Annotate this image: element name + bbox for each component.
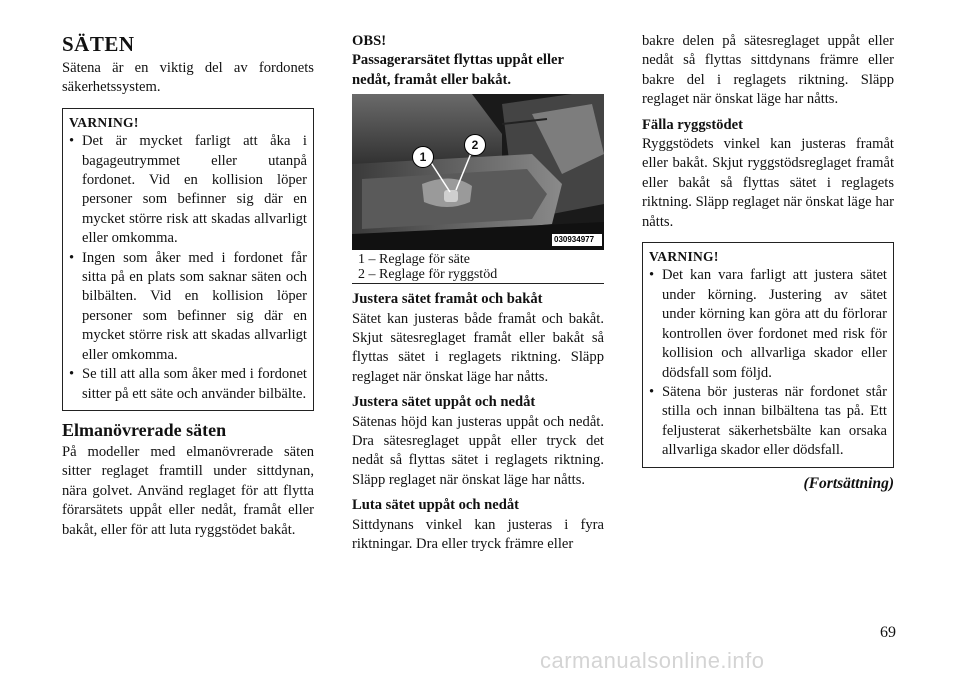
section-title-power-seats: Elmanövrerade säten bbox=[62, 419, 227, 440]
warning-box-driving bbox=[642, 242, 894, 467]
power-seats-paragraph: På modeller med elmanövrerade säten sitter reglaget framtill under sittdynan, nära golvet. Använd reglaget för att flytta förarsätets uppåt eller nedåt, framåt eller bakåt, eller för att luta ryggstödet bakåt. bbox=[62, 443, 314, 538]
caption-line: 2 – Reglage för ryggstöd bbox=[358, 267, 498, 283]
paragraph-recline: Ryggstödets vinkel kan justeras framåt eller bakåt. Skjut ryggstödsreglaget framåt eller bakåt så flyttas sätet i reglagets riktning. Släpp reglaget när önskat läge har nåtts. bbox=[642, 136, 894, 230]
subheading-forward-back: Justera sätet framåt och bakåt bbox=[352, 291, 543, 308]
warning-item: • Det är mycket farligt att åka i bagageutrymmet eller utanpå fordonet. Vid en kollision löper personer som befinner sig där en mycket större risk att skadas allvarligt eller omkomma. bbox=[69, 132, 307, 248]
warning-list bbox=[69, 132, 307, 404]
paragraph-forward-back: Sätet kan justeras både framåt och bakåt. Skjut sätesreglaget framåt eller bakåt så flyttas sätet i reglagets riktning. Släpp reglaget när önskat läge har nåtts. bbox=[352, 310, 604, 385]
warning-title: VARNING! bbox=[69, 114, 139, 130]
watermark: carmanualsonline.info bbox=[540, 648, 765, 673]
figure-caption bbox=[352, 250, 604, 284]
seat-controls-photo bbox=[352, 94, 604, 250]
marker-1: 1 bbox=[412, 146, 434, 168]
intro-paragraph: Sätena är en viktig del av fordonets säkerhetssystem. bbox=[62, 60, 314, 96]
caption-line: 1 – Reglage för säte bbox=[358, 252, 470, 268]
warning-item: • Se till att alla som åker med i fordonet sitter på ett säte och använder bilbälte. bbox=[69, 365, 307, 404]
paragraph-up-down: Sätenas höjd kan justeras uppåt och nedåt. Dra sätesreglaget uppåt eller tryck det nedåt så flyttas sätet i reglagets riktning. Släpp reglaget när önskat läge har nåtts. bbox=[352, 413, 604, 488]
page-title: SÄTEN bbox=[62, 32, 135, 56]
column-middle bbox=[352, 32, 604, 555]
warning-item: • Det kan vara farligt att justera sätet under körning. Justering av sätet under körning kan göra att du förlorar kontrollen över fordonet med risk för kollision och allvarliga skador eller dödsfall som följd. bbox=[649, 266, 887, 382]
page-number: 69 bbox=[880, 624, 896, 641]
paragraph-tilt: Sittdynans vinkel kan justeras i fyra riktningar. Dra eller tryck främre eller bbox=[352, 516, 604, 553]
note-label: OBS! bbox=[352, 33, 387, 49]
seat-controls-illustration bbox=[352, 94, 604, 250]
warning-list bbox=[649, 266, 887, 460]
figure-code: 030934977 bbox=[554, 235, 595, 245]
subheading-tilt: Luta sätet uppåt och nedåt bbox=[352, 497, 520, 514]
warning-box-passengers bbox=[62, 108, 314, 411]
subheading-recline: Fälla ryggstödet bbox=[642, 116, 743, 133]
subheading-up-down: Justera sätet uppåt och nedåt bbox=[352, 394, 536, 411]
continued-label: (Fortsättning) bbox=[803, 474, 894, 492]
column-left bbox=[62, 32, 314, 540]
paragraph-tilt-continued: bakre delen på sätesreglaget uppåt eller nedåt så flyttas sittdynans främre eller bakre del i reglagets riktning. Släpp reglaget när önskat läge har nåtts. bbox=[642, 33, 894, 108]
marker-2: 2 bbox=[464, 134, 486, 156]
column-right bbox=[642, 32, 894, 493]
warning-title: VARNING! bbox=[649, 249, 719, 265]
warning-item: • Sätena bör justeras när fordonet står stilla och innan bilbältena tas på. Ett feljusterat säkerhetsbälte kan orsaka allvarliga skador eller dödsfall. bbox=[649, 383, 887, 461]
note-text: Passagerarsätet flyttas uppåt eller nedåt, framåt eller bakåt. bbox=[352, 52, 564, 88]
warning-item: • Ingen som åker med i fordonet får sitta på en plats som saknar säten och bilbälten. Vid en kollision löper personer som befinner sig där en mycket större risk att skadas allvarligt eller omkomma. bbox=[69, 249, 307, 365]
